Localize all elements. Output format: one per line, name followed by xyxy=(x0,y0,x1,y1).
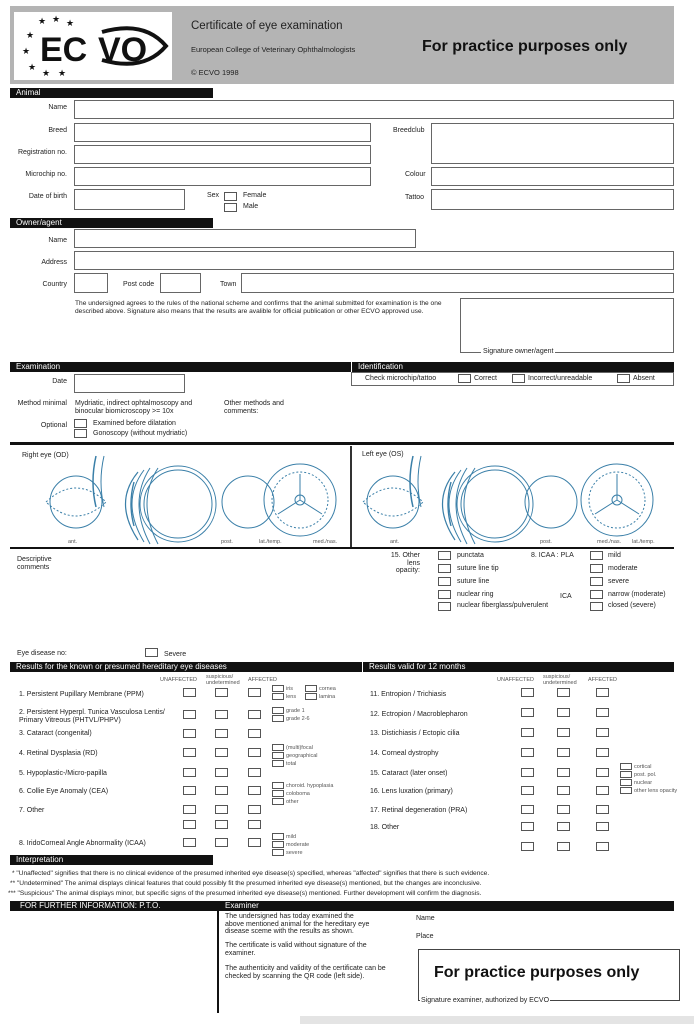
female-label: Female xyxy=(243,192,267,199)
result-checkbox[interactable] xyxy=(521,842,534,851)
result-checkbox[interactable] xyxy=(557,748,570,757)
result-checkbox[interactable] xyxy=(215,786,228,795)
lens-opt-checkbox[interactable] xyxy=(438,590,451,599)
pla-severe-label: severe xyxy=(608,578,630,585)
animal-section-bar: Animal xyxy=(10,88,213,98)
exam-section-bar: Examination xyxy=(10,362,351,372)
result-checkbox[interactable] xyxy=(248,768,261,777)
pla-moderate-checkbox[interactable] xyxy=(590,564,603,573)
result-checkbox[interactable] xyxy=(557,768,570,777)
result-checkbox[interactable] xyxy=(215,805,228,814)
interp-line-3: *** "Suspicious" The animal displays minor, but specific signs of the presumed inherited eye disease(s) mentioned. Further development will confirm the diagnosis. xyxy=(8,890,482,897)
result-checkbox[interactable] xyxy=(521,688,534,697)
results-right-bar: Results valid for 12 months xyxy=(362,662,674,672)
owner-name-field[interactable] xyxy=(74,229,416,248)
result-checkbox[interactable] xyxy=(215,838,228,847)
cea-sub-checkbox[interactable] xyxy=(272,782,284,789)
r-med-label: med./nas. xyxy=(313,539,338,545)
eye-divider-mid xyxy=(350,446,352,548)
eye-divider-top xyxy=(10,442,674,445)
result-checkbox[interactable] xyxy=(557,822,570,831)
svg-text:EC: EC xyxy=(40,31,88,69)
svg-text:★: ★ xyxy=(22,46,31,56)
interp-line-2: ** "Undetermined" The animal displays clinical features that could possibly fit the presumed inherited eye disease(s) mentioned, but the changes are inconclusive. xyxy=(10,880,482,887)
cat-nuclear: nuclear xyxy=(634,780,653,786)
result-checkbox[interactable] xyxy=(596,822,609,831)
disease-row-label: 4. Retinal Dysplasia (RD) xyxy=(19,750,98,757)
microchip-label: Microchip no. xyxy=(25,171,67,178)
result-checkbox[interactable] xyxy=(183,768,196,777)
cea-choroid: choroid. hypoplasia xyxy=(286,783,334,789)
phtvl-g2: grade 2-6 xyxy=(286,716,310,722)
l-ant-label: ant. xyxy=(390,539,400,545)
result-checkbox[interactable] xyxy=(248,688,261,697)
examiner-p2: The certificate is valid without signature of the examiner. xyxy=(225,942,367,957)
result-checkbox[interactable] xyxy=(183,838,196,847)
sex-label: Sex xyxy=(207,192,220,199)
r-lat-label: lat./temp. xyxy=(259,539,282,545)
ppm-cornea: cornea xyxy=(319,686,336,692)
pla-moderate-label: moderate xyxy=(608,565,638,572)
ica-narrow-checkbox[interactable] xyxy=(590,590,603,599)
disease-row-label: 7. Other xyxy=(19,807,45,814)
owner-signature-label: Signature owner/agent xyxy=(483,348,554,355)
absent-label: Absent xyxy=(633,375,655,382)
examiner-place-label: Place xyxy=(416,933,434,940)
result-checkbox[interactable] xyxy=(248,748,261,757)
lens-opt-label: suture line tip xyxy=(457,565,499,572)
ppm-sub-checkbox[interactable] xyxy=(272,685,284,692)
method-label: Method minimal xyxy=(17,400,67,407)
result-checkbox[interactable] xyxy=(215,729,228,738)
disease-row-label: 2. Persistent Hyperpl. Tunica Vasculosa Lentis/ Primary Vitreous (PHTVL/PHPV) xyxy=(19,709,165,724)
male-checkbox[interactable] xyxy=(224,203,237,212)
before-dilatation-label: Examined before dilatation xyxy=(93,420,176,427)
disease-row-label: 18. Other xyxy=(370,824,400,831)
method-text: Mydriatic, indirect ophtalmoscopy and binocular biomicroscopy >= 10x xyxy=(75,400,193,415)
cat-sub-checkbox[interactable] xyxy=(620,787,632,794)
l-post-label: post. xyxy=(540,539,552,545)
breedclub-field[interactable] xyxy=(431,123,674,164)
results-left-bar: Results for the known or presumed hereditary eye diseases xyxy=(10,662,362,672)
result-checkbox[interactable] xyxy=(183,688,196,697)
icaa-sub-checkbox[interactable] xyxy=(272,833,284,840)
result-checkbox[interactable] xyxy=(557,786,570,795)
incorrect-checkbox[interactable] xyxy=(512,374,525,383)
result-checkbox[interactable] xyxy=(596,805,609,814)
result-checkbox[interactable] xyxy=(215,688,228,697)
disease-row-label: 13. Distichiasis / Ectopic cilia xyxy=(370,730,460,737)
svg-text:VO: VO xyxy=(98,31,148,69)
affected-header-right: AFFECTED xyxy=(588,677,618,683)
colour-field[interactable] xyxy=(431,167,674,186)
result-checkbox[interactable] xyxy=(596,748,609,757)
result-checkbox[interactable] xyxy=(596,786,609,795)
lens-opt-label: punctata xyxy=(457,552,484,559)
ica-closed-label: closed (severe) xyxy=(608,602,656,609)
address-field[interactable] xyxy=(74,251,674,270)
right-eye-diagram xyxy=(38,452,348,548)
result-checkbox[interactable] xyxy=(248,838,261,847)
country-label: Country xyxy=(42,281,67,288)
disease-row-label: 3. Cataract (congenital) xyxy=(19,730,92,737)
microchip-field[interactable] xyxy=(74,167,371,186)
before-dilatation-checkbox[interactable] xyxy=(74,419,87,428)
pla-severe-checkbox[interactable] xyxy=(590,577,603,586)
gonoscopy-label: Gonoscopy (without mydriatic) xyxy=(93,430,188,437)
result-checkbox[interactable] xyxy=(248,786,261,795)
male-label: Male xyxy=(243,203,259,210)
rd-multifocal: (multi)focal xyxy=(286,745,313,751)
svg-text:★: ★ xyxy=(38,16,47,26)
result-checkbox[interactable] xyxy=(521,805,534,814)
result-checkbox[interactable] xyxy=(183,710,196,719)
ppm-lens: lens xyxy=(286,694,297,700)
rd-sub-checkbox[interactable] xyxy=(272,760,284,767)
left-eye-diagram xyxy=(355,452,665,548)
breed-label: Breed xyxy=(48,127,67,134)
ident-section-bar: Identification xyxy=(351,362,674,372)
svg-text:★: ★ xyxy=(66,18,75,28)
owner-signature-field[interactable] xyxy=(460,298,674,353)
ica-closed-checkbox[interactable] xyxy=(590,602,603,611)
lens-opt-label: suture line xyxy=(457,578,490,585)
result-checkbox[interactable] xyxy=(596,688,609,697)
svg-text:★: ★ xyxy=(28,62,37,72)
eye-disease-label: Eye disease no: xyxy=(17,650,67,657)
interp-line-1: * "Unaffected" signifies that there is no clinical evidence of the presumed inherited eye disease(s) specified, whereas "affected" signifies that there is such evidence. xyxy=(12,870,490,877)
postcode-field[interactable] xyxy=(160,273,201,293)
country-field[interactable] xyxy=(74,273,108,293)
phtvl-sub-checkbox[interactable] xyxy=(272,715,284,722)
lens-opt-checkbox[interactable] xyxy=(438,564,451,573)
animal-name-field[interactable] xyxy=(74,100,674,119)
owner-agreement-text: The undersigned agrees to the rules of the national scheme and confirms that the animal submitted for examination is the one described above. Signature also means that the results are avalible for official publication or other ECVO approved use. xyxy=(75,300,442,315)
cea-coloboma: coloboma xyxy=(286,791,310,797)
result-checkbox[interactable] xyxy=(596,708,609,717)
disease-row-label: 17. Retinal degeneration (PRA) xyxy=(370,807,468,814)
r-post-label: post. xyxy=(221,539,233,545)
pla-mild-label: mild xyxy=(608,552,621,559)
result-checkbox[interactable] xyxy=(248,710,261,719)
result-checkbox[interactable] xyxy=(557,842,570,851)
cat-sub-checkbox[interactable] xyxy=(620,771,632,778)
other-methods-label: Other methods and comments: xyxy=(224,400,284,415)
lens-opt-label: nuclear ring xyxy=(457,591,494,598)
svg-text:★: ★ xyxy=(52,14,61,24)
result-checkbox[interactable] xyxy=(183,748,196,757)
l-med-label: med./nas. xyxy=(597,539,622,545)
result-checkbox[interactable] xyxy=(521,708,534,717)
lens-opacity-label: 15. Other lens opacity: xyxy=(390,552,420,574)
svg-text:★: ★ xyxy=(26,30,35,40)
icaa-mild: mild xyxy=(286,834,297,840)
result-checkbox[interactable] xyxy=(215,768,228,777)
result-checkbox[interactable] xyxy=(248,729,261,738)
tattoo-field[interactable] xyxy=(431,189,674,210)
exam-date-label: Date xyxy=(52,378,67,385)
icaa-moderate: moderate xyxy=(286,842,310,848)
cat-sub-checkbox[interactable] xyxy=(620,779,632,786)
further-info-bar: FOR FURTHER INFORMATION: P.T.O. xyxy=(10,901,217,911)
cea-other: other xyxy=(286,799,299,805)
severe-label: Severe xyxy=(164,651,187,658)
result-checkbox[interactable] xyxy=(596,768,609,777)
animal-name-label: Name xyxy=(48,104,67,111)
disease-row-label: 16. Lens luxation (primary) xyxy=(370,788,453,795)
town-label: Town xyxy=(220,281,237,288)
left-eye-label: Left eye (OS) xyxy=(362,451,404,458)
examiner-signature-label: Signature examiner, authorized by ECVO xyxy=(421,997,550,1004)
tattoo-label: Tattoo xyxy=(405,194,425,201)
phtvl-sub-checkbox[interactable] xyxy=(272,707,284,714)
registration-field[interactable] xyxy=(74,145,371,164)
examiner-p1: The undersigned has today examined the above mentioned animal for the hereditary eye disease sceme with the results as shown. xyxy=(225,913,370,935)
result-checkbox[interactable] xyxy=(521,786,534,795)
svg-text:★: ★ xyxy=(42,68,51,78)
cat-cortical: cortical xyxy=(634,764,652,770)
affected-header-left: AFFECTED xyxy=(248,677,278,683)
result-checkbox[interactable] xyxy=(248,820,261,829)
ica-narrow-label: narrow (moderate) xyxy=(608,591,666,598)
rd-total: total xyxy=(286,761,297,767)
lens-opt-label: nuclear fiberglass/pulverulent xyxy=(457,602,549,609)
result-checkbox[interactable] xyxy=(557,708,570,717)
cea-sub-checkbox[interactable] xyxy=(272,790,284,797)
unaffected-header-right: UNAFFECTED xyxy=(497,677,534,683)
result-checkbox[interactable] xyxy=(183,820,196,829)
result-checkbox[interactable] xyxy=(215,710,228,719)
dob-field[interactable] xyxy=(74,189,185,210)
result-checkbox[interactable] xyxy=(521,748,534,757)
town-field[interactable] xyxy=(241,273,674,293)
result-checkbox[interactable] xyxy=(183,729,196,738)
cat-postpol: post. pol. xyxy=(634,772,657,778)
lens-opt-checkbox[interactable] xyxy=(438,577,451,586)
breedclub-label: Breedclub xyxy=(393,127,425,134)
ppm-iris: iris xyxy=(286,686,294,692)
result-checkbox[interactable] xyxy=(215,820,228,829)
disease-row-label: 1. Persistent Pupillary Membrane (PPM) xyxy=(19,691,144,698)
cat-sub-checkbox[interactable] xyxy=(620,763,632,770)
undetermined-header-left: suspicious/ undetermined xyxy=(206,674,240,686)
breed-field[interactable] xyxy=(74,123,371,142)
undetermined-header-right: suspicious/ undetermined xyxy=(543,674,577,686)
copyright: © ECVO 1998 xyxy=(191,68,239,77)
result-checkbox[interactable] xyxy=(521,822,534,831)
disease-row-label: 14. Corneal dystrophy xyxy=(370,750,439,757)
colour-label: Colour xyxy=(405,171,426,178)
lens-opt-checkbox[interactable] xyxy=(438,551,451,560)
rd-sub-checkbox[interactable] xyxy=(272,752,284,759)
practice-stamp-bottom: For practice purposes only xyxy=(434,964,640,981)
disease-row-label: 11. Entropion / Trichiasis xyxy=(370,691,447,698)
result-checkbox[interactable] xyxy=(557,688,570,697)
ppm-sub-checkbox[interactable] xyxy=(272,693,284,700)
descriptive-label: Descriptive comments xyxy=(17,556,52,571)
gonoscopy-checkbox[interactable] xyxy=(74,429,87,438)
result-checkbox[interactable] xyxy=(215,748,228,757)
svg-text:★: ★ xyxy=(58,68,67,78)
disease-row-label: 8. IridoCorneal Angle Abnormality (ICAA) xyxy=(19,840,146,847)
correct-checkbox[interactable] xyxy=(458,374,471,383)
result-checkbox[interactable] xyxy=(521,768,534,777)
ecvo-logo-graphic xyxy=(14,12,172,80)
ica-label: ICA xyxy=(560,593,572,600)
icaa-sub-checkbox[interactable] xyxy=(272,849,284,856)
exam-date-field[interactable] xyxy=(74,374,185,393)
disease-row-label: 5. Hypoplastic-/Micro-papilla xyxy=(19,770,107,777)
icaa-sub-checkbox[interactable] xyxy=(272,841,284,848)
disease-row-label: 12. Ectropion / Macroblepharon xyxy=(370,711,468,718)
org-name: European College of Veterinary Ophthalmologists xyxy=(191,45,356,54)
result-checkbox[interactable] xyxy=(521,728,534,737)
icaa-pla-label: 8. ICAA : PLA xyxy=(531,552,574,559)
result-checkbox[interactable] xyxy=(183,805,196,814)
certificate-title: Certificate of eye examination xyxy=(191,20,343,32)
ppm-lamina: lamina xyxy=(319,694,336,700)
bottom-shadow-strip xyxy=(300,1016,694,1024)
lens-opt-checkbox[interactable] xyxy=(438,602,451,611)
incorrect-label: Incorrect/unreadable xyxy=(528,375,593,382)
owner-section-bar: Owner/agent xyxy=(10,218,213,228)
practice-stamp-top: For practice purposes only xyxy=(422,38,628,55)
phtvl-g1: grade 1 xyxy=(286,708,305,714)
result-checkbox[interactable] xyxy=(557,805,570,814)
ecvo-logo xyxy=(14,12,172,80)
result-checkbox[interactable] xyxy=(596,842,609,851)
cat-other: other lens opacity xyxy=(634,788,678,794)
r-ant-label: ant. xyxy=(68,539,78,545)
unaffected-header-left: UNAFFECTED xyxy=(160,677,197,683)
cea-sub-checkbox[interactable] xyxy=(272,798,284,805)
postcode-label: Post code xyxy=(123,281,155,288)
absent-checkbox[interactable] xyxy=(617,374,630,383)
result-checkbox[interactable] xyxy=(596,728,609,737)
registration-label: Registration no. xyxy=(17,149,67,156)
disease-row-label: 15. Cataract (later onset) xyxy=(370,770,448,777)
result-checkbox[interactable] xyxy=(183,786,196,795)
ppm-sub-checkbox[interactable] xyxy=(305,693,317,700)
correct-label: Correct xyxy=(474,375,497,382)
female-checkbox[interactable] xyxy=(224,192,237,201)
dob-label: Date of birth xyxy=(28,193,67,200)
disease-row-label: 6. Collie Eye Anomaly (CEA) xyxy=(19,788,109,795)
address-label: Address xyxy=(41,259,67,266)
check-microchip-label: Check microchip/tattoo xyxy=(365,375,437,382)
optional-label: Optional xyxy=(40,422,67,429)
rd-sub-checkbox[interactable] xyxy=(272,744,284,751)
interp-section-bar: Interpretation xyxy=(10,855,213,865)
result-checkbox[interactable] xyxy=(248,805,261,814)
examiner-bar: Examiner xyxy=(219,901,674,911)
pla-mild-checkbox[interactable] xyxy=(590,551,603,560)
l-lat-label: lat./temp. xyxy=(632,539,655,545)
owner-name-label: Name xyxy=(48,237,67,244)
right-eye-label: Right eye (OD) xyxy=(22,452,69,459)
rd-geographical: geographical xyxy=(286,753,318,759)
severe-checkbox[interactable] xyxy=(145,648,158,657)
footer-divider xyxy=(217,901,219,1013)
icaa-severe: severe xyxy=(286,850,303,856)
result-checkbox[interactable] xyxy=(557,728,570,737)
examiner-name-label: Name xyxy=(416,915,435,922)
examiner-p3: The authenticity and validity of the certificate can be checked by scanning the QR code (left side). xyxy=(225,965,386,980)
ppm-sub-checkbox[interactable] xyxy=(305,685,317,692)
